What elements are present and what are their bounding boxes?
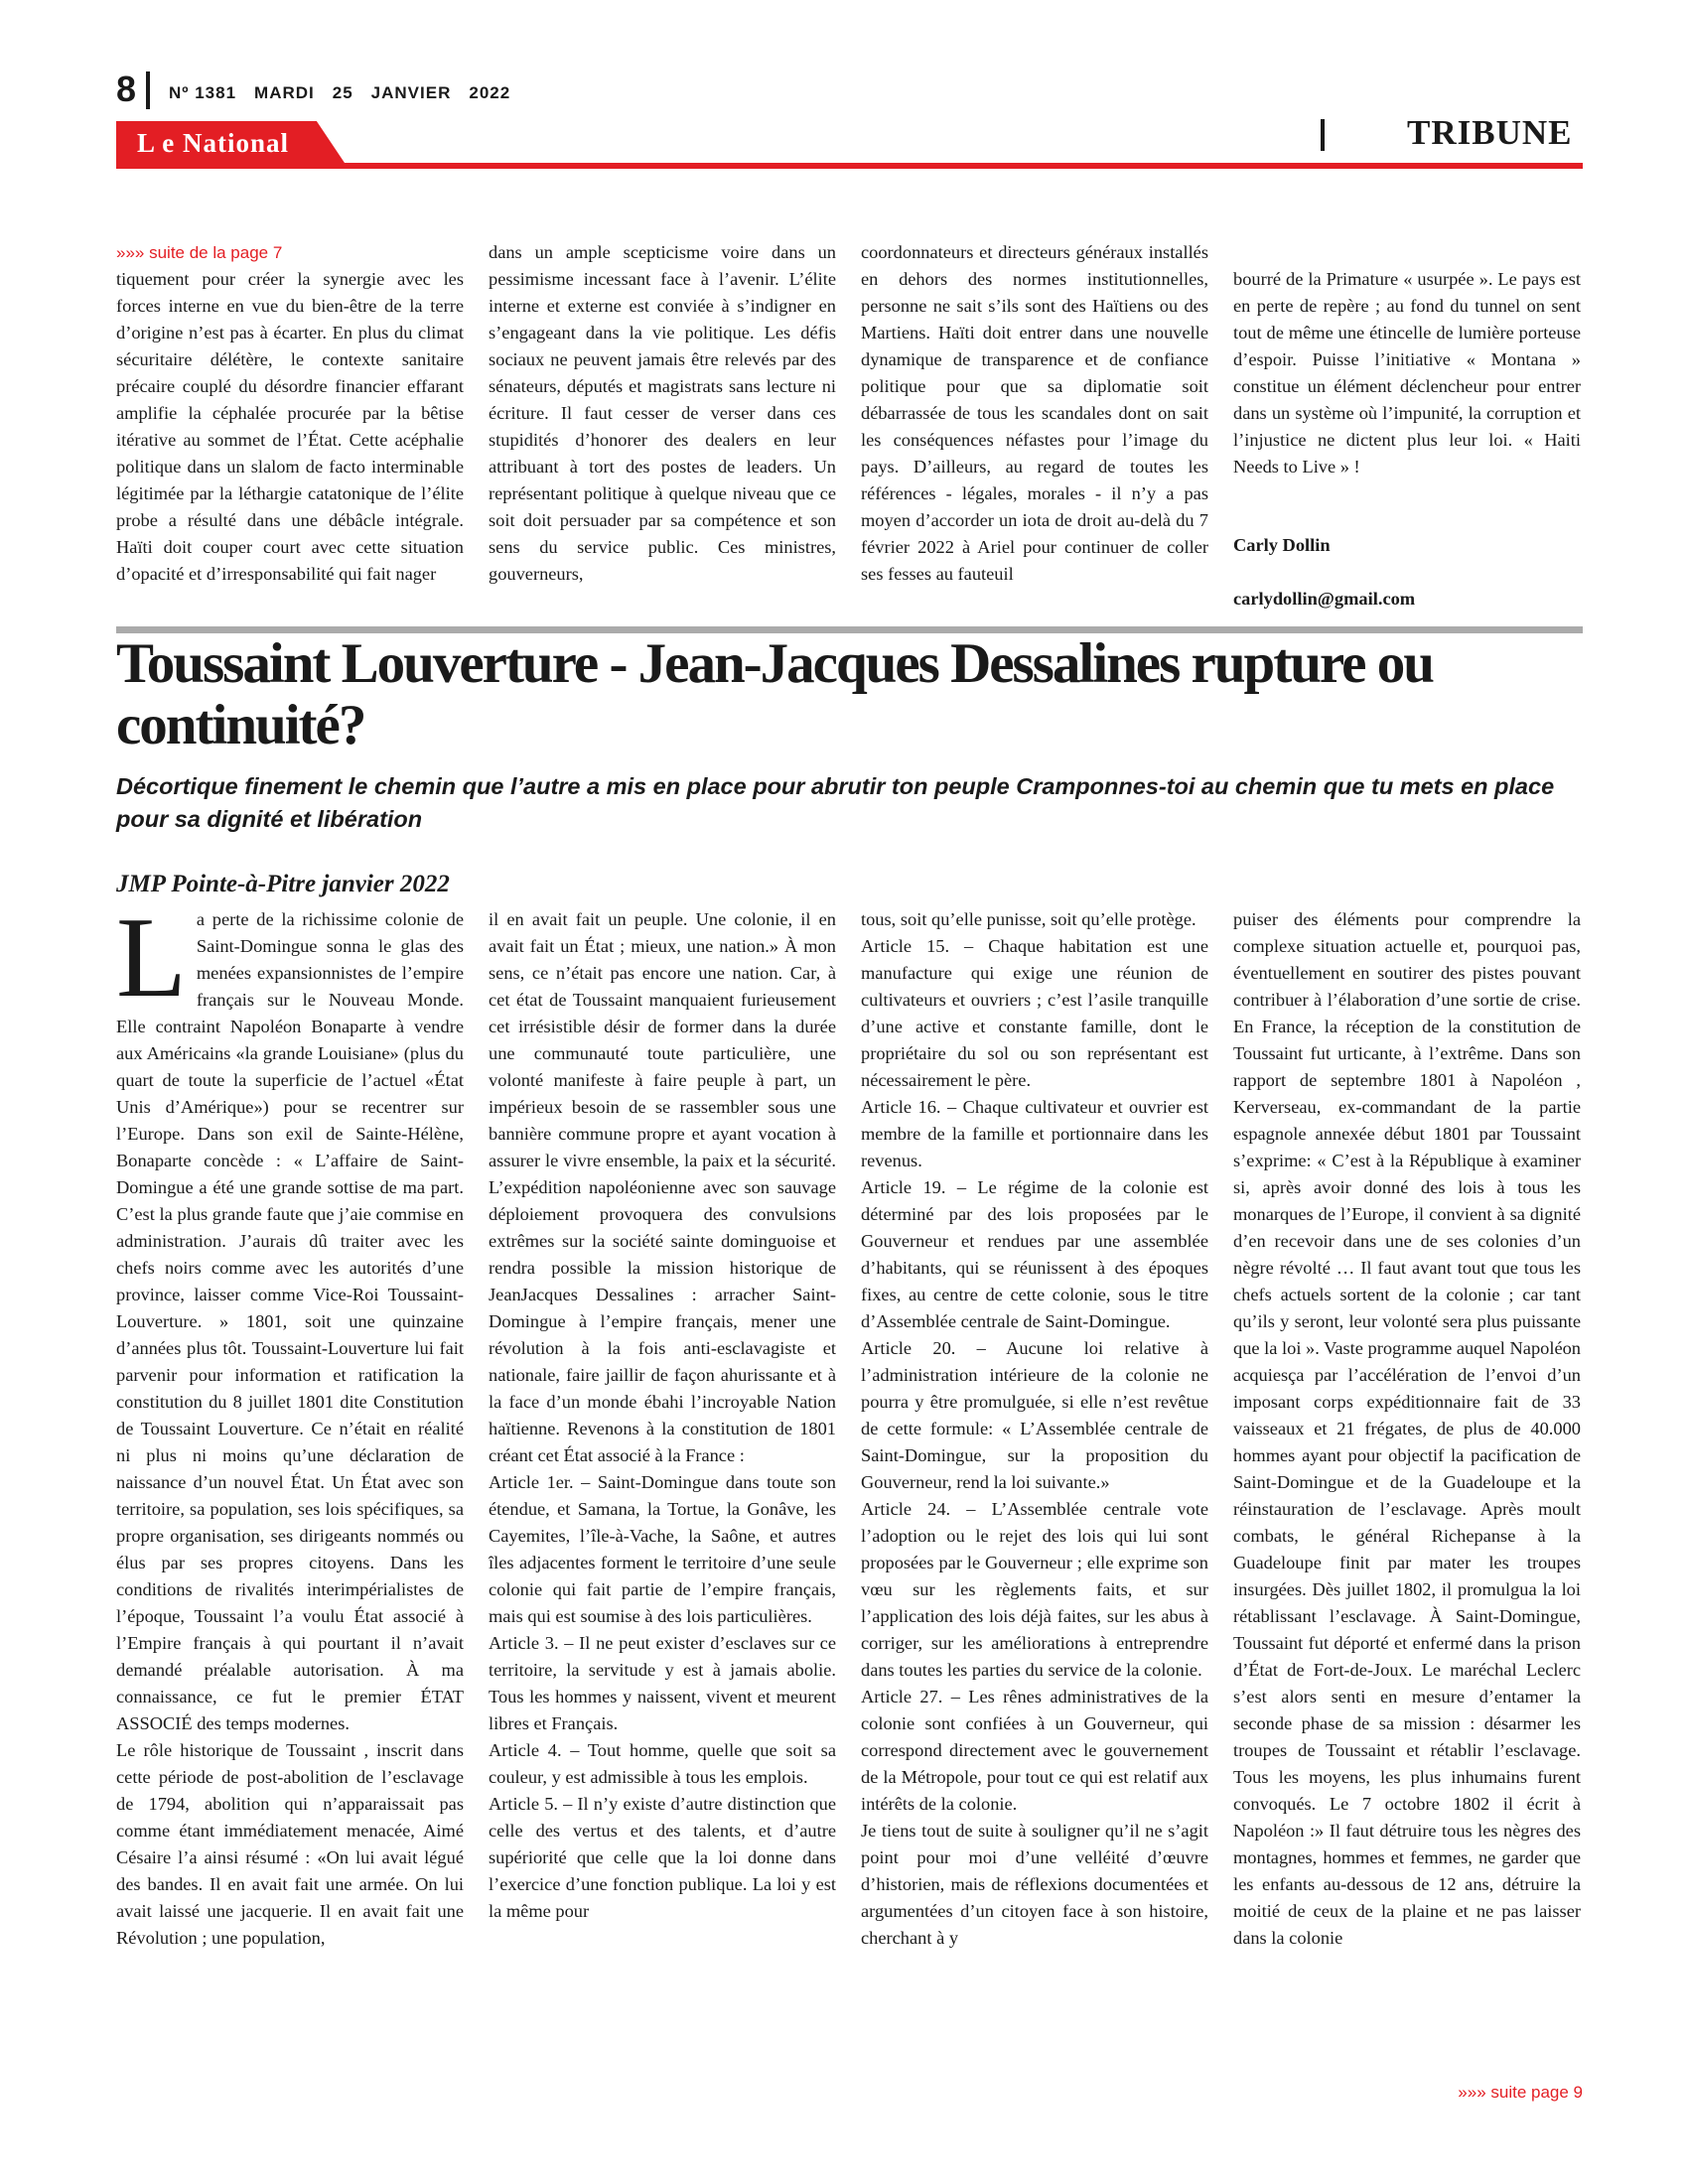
article-column-4: puiser des éléments pour comprendre la complexe situation actuelle et, pourquoi pas, éventuellement en soutirer des pistes pouvant contribuer à l’élaboration d’une sortie de crise. En France, la réception de la constitution de Toussaint fut urticante, à l’extrême. Dans son rapport de septembre 1801 à Napoléon , Kerverseau, ex-commandant de la partie espagnole annexée début 1801 par Toussaint s’exprime: « C’est à la République à examiner si, après avoir donné des lois à tous les monarques de l’Europe, il convient à sa dignité d’en recevoir dans une de ses colonies d’un nègre révolté … Il faut avant tout que tous les chefs actuels sortent de la colonie ; car tant qu’ils y seront, leur volonté sera plus puissante que la loi ». Vaste programme auquel Napoléon acquiesça par l’accélération de l’envoi d’un imposant corps expéditionnaire fait de 33 vaisseaux et 21 frégates, de plus de 40.000 hommes ayant pour objectif la pacification de Saint-Domingue et de la Guadeloupe et la réinstauration de l’esclavage. Après moult combats, le général Richepanse à la Guadeloupe finit par mater les troupes insurgées. Dès juillet 1802, il promulgua la loi rétablissant l’esclavage. À Saint-Domingue, Toussaint fut déporté et enfermé dans la prison d’État de Fort-de-Joux. Le maréchal Leclerc s’est alors senti en mesure d’entamer la seconde phase de sa mission : désarmer les troupes de Toussaint et rétablir l’esclavage. Tous les moyens, les plus inhumains furent convoqués. Le 7 octobre 1802 il écrit à Napoléon :» Il faut détruire tous les nègres des montagnes, hommes et femmes, ne garder que les enfants au-dessous de 12 ans, détruire la moitié de ceux de la plaine et ne pas laisser dans la colonie [1233, 909, 1582, 1948]
issue-weekday: MARDI [254, 83, 315, 102]
drop-cap: L [116, 894, 187, 1022]
top-column-4-text: bourré de la Primature « usurpée ». Le pays est en perte de repère ; au fond du tunnel on sent tout de même une étincelle de lumière porteuse d’espoir. Puisse l’initiative « Montana » constitue un élément déclencheur pour entrer dans un système où l’impunité, la corruption et l’injustice ne dictent plus leur loi. « Haiti Needs to Live » ! [1233, 269, 1581, 477]
section-divider [1321, 119, 1325, 151]
article-column-2: il en avait fait un peuple. Une colonie, il en avait fait un État ; mieux, une nation.» À mon sens, ce n’était pas encore une nation. Car, à cet état de Toussaint manquaient furieusement cet irrésistible désir de former dans la durée une communauté toute particulière, une volonté manifeste à faire peuple à part, un impérieux besoin de se rassembler sous une bannière commune propre et ayant vocation à assurer le vivre ensemble, la paix et la sécurité. L’expédition napoléonienne avec son sauvage déploiement provoquera des convulsions extrêmes sur la société sainte dominguoise et rendra possible la mission historique de JeanJacques Dessalines : arracher Saint-Domingue à l’empire français, mener une révolution à la fois anti-esclavagiste et nationale, faire jaillir de façon ahurissante et à la face d’un monde ébahi l’incroyable Nation haïtienne. Revenons à la constitution de 1801 créant cet État associé à la France : Article 1er. – Saint-Domingue dans toute son étendue, et Samana, la Tortue, la Gonâve, les Cayemites, l’île-à-Vache, la Saône, et autres îles adjacentes forment le territoire d’une seule colonie qui fait partie de l’empire français, mais qui est soumise à des lois particulières. Article 3. – Il ne peut exister d’esclaves sur ce territoire, la servitude y est à jamais abolie. Tous les hommes y naissent, vivent et meurent libres et Français. Article 4. – Tout homme, quelle que soit sa couleur, y est admissible à tous les emplois. Article 5. – Il n’y existe d’autre distinction que celle des vertus et des talents, et d’autre supériorité que celle que la loi donne dans l’exercice d’une fonction publique. La loi y est la même pour [489, 909, 836, 1921]
article-byline: JMP Pointe-à-Pitre janvier 2022 [116, 871, 450, 897]
section-label: TRIBUNE [1407, 113, 1573, 152]
continued-on[interactable]: »»» suite page 9 [1458, 2083, 1583, 2102]
article-deck: Décortique finement le chemin que l’autre a mis en place pour abrutir ton peuple Cramponnes-toi au chemin que tu mets en place pour sa dignité et libération [116, 773, 1555, 832]
article-column-3: tous, soit qu’elle punisse, soit qu’elle protège. Article 15. – Chaque habitation est une manufacture qui exige une réunion de cultivateurs et ouvriers ; c’est l’asile tranquille d’une active et constante famille, dont le propriétaire du sol ou son représentant est nécessairement le père. Article 16. – Chaque cultivateur et ouvrier est membre de la famille et portionnaire dans les revenus. Article 19. – Le régime de la colonie est déterminé par des lois proposées par le Gouverneur et rendues par une assemblée d’habitants, qui se réunissent à des époques fixes, au centre de cette colonie, sous le titre d’Assemblée centrale de Saint-Domingue. Article 20. – Aucune loi relative à l’administration intérieure de la colonie ne pourra y être promulguée, si elle n’est revêtue de cette formule: « L’Assemblée centrale de Saint-Domingue, sur la proposition du Gouverneur, rend la loi suivante.» Article 24. – L’Assemblée centrale vote l’adoption ou le rejet des lois qui lui sont proposées par le Gouverneur ; elle exprime son vœu sur les règlements faits, et sur l’application des lois déjà faites, sur les abus à corriger, sur les améliorations à entreprendre dans toutes les parties du service de la colonie. Article 27. – Les rênes administratives de la colonie sont confiées à un Gouverneur, qui correspond directement avec le gouvernement de la Métropole, pour tout ce qui est relatif aux intérêts de la colonie. Je tiens tout de suite à souligner qu’il ne s’agit point pour moi d’une velléité d’œuvre d’historien, mais de réflexions documentées et argumentées d’un citoyen face à son histoire, cherchant à y [861, 909, 1208, 1948]
issue-info [169, 83, 528, 103]
issue-day: 25 [332, 83, 353, 102]
author-name: Carly Dollin [1233, 535, 1331, 555]
article-column-1 [116, 894, 464, 1952]
brand-logo: L e National [137, 128, 290, 158]
top-column-3: coordonnateurs et directeurs généraux installés en dehors des normes institutionnelles, personne ne sait s’ils sont des Haïtiens ou des Martiens. Haïti doit entrer dans une nouvelle dynamique de transparence et de confiance politique pour que sa diplomatie soit débarrassée de tous les scandales dont on sait les conséquences néfastes pour l’image du pays. D’ailleurs, au regard de toutes les références - légales, morales - il n’y a pas moyen d’accorder un iota de droit au-delà du 7 février 2022 à Ariel pour continuer de coller ses fesses au fauteuil [861, 242, 1208, 584]
top-column-2: dans un ample scepticisme voire dans un pessimisme incessant face à l’avenir. L’élite interne et externe est conviée à s’indigner en s’engageant dans la vie politique. Les défis sociaux ne peuvent jamais être relevés par des sénateurs, députés et magistrats sans lecture ni écriture. Il faut cesser de verser dans ces stupidités d’honorer des dealers en leur attribuant à tort des postes de leaders. Un représentant politique à quelque niveau que ce soit doit persuader par sa compétence et son sens du service public. Ces ministres, gouverneurs, [489, 242, 836, 584]
page-number: 8 [116, 68, 137, 109]
issue-year: 2022 [469, 83, 511, 102]
continued-from[interactable]: »»» suite de la page 7 [116, 243, 283, 262]
top-column-4 [1233, 239, 1581, 639]
top-column-1-text: tiquement pour créer la synergie avec les forces interne en vue du bien-être de la terre d’origine n’est pas à écarter. En plus du climat sécuritaire délétère, le contexte sanitaire précaire couplé du désordre financier effarant amplifie la céphalée procurée par la bêtise itérative au sommet de l’État. Cette acéphalie politique dans un slalom de facto interminable légitimée par la léthargie catatonique de l’élite probe a résulté dans une débâcle intégrale. Haïti doit couper court avec cette situation d’opacité et d’irresponsabilité qui fait nager [116, 269, 464, 584]
author-email[interactable]: carlydollin@gmail.com [1233, 589, 1416, 609]
top-column-1 [116, 239, 464, 588]
page-number-divider [146, 71, 150, 109]
article-headline: Toussaint Louverture - Jean-Jacques Dessalines rupture ou continuité? [116, 632, 1433, 756]
issue-month: JANVIER [370, 83, 452, 102]
masthead-rule [116, 163, 1583, 169]
issue-number: Nº 1381 [169, 83, 237, 102]
article-column-1-text: a perte de la richissime colonie de Saint-Domingue sonna le glas des menées expansionnistes de l’empire français sur le Nouveau Monde. Elle contraint Napoléon Bonaparte à vendre aux Américains «la grande Louisiane» (plus du quart de toute la superficie de l’actuel «État Unis d’Amérique») pour se recentrer sur l’Europe. Dans son exil de Sainte-Hélène, Bonaparte concède : « L’affaire de Saint-Domingue a été une grande sottise de ma part. C’est la plus grande faute que j’aie commise en administration. J’aurais dû traiter avec les chefs noirs comme avec les autorités d’une province, laisser comme Vice-Roi Toussaint-Louverture. » 1801, soit une quinzaine d’années plus tôt. Toussaint-Louverture lui fait parvenir pour information et ratification la constitution du 8 juillet 1801 dite Constitution de Toussaint Louverture. Ce n’était en réalité ni plus ni moins qu’une déclaration de naissance d’un nouvel État. Un État avec son territoire, sa population, ses lois spécifiques, sa propre organisation, ses dirigeants nommés ou élus par ses propres citoyens. Dans les conditions de rivalités interimpérialistes de l’époque, Toussaint l’a voulu État associé à l’Empire français à qui pourtant il n’avait demandé préalable autorisation. À ma connaissance, ce fut le premier ÉTAT ASSOCIÉ des temps modernes. Le rôle historique de Toussaint , inscrit dans cette période de post-abolition de l’esclavage de 1794, abolition qui n’apparaissait pas comme étant immédiatement menacée, Aimé Césaire l’a ainsi résumé : «On lui avait légué des bandes. Il en avait fait une armée. On lui avait laissé une jacquerie. Il en avait fait une Révolution ; une population, [116, 909, 464, 1948]
